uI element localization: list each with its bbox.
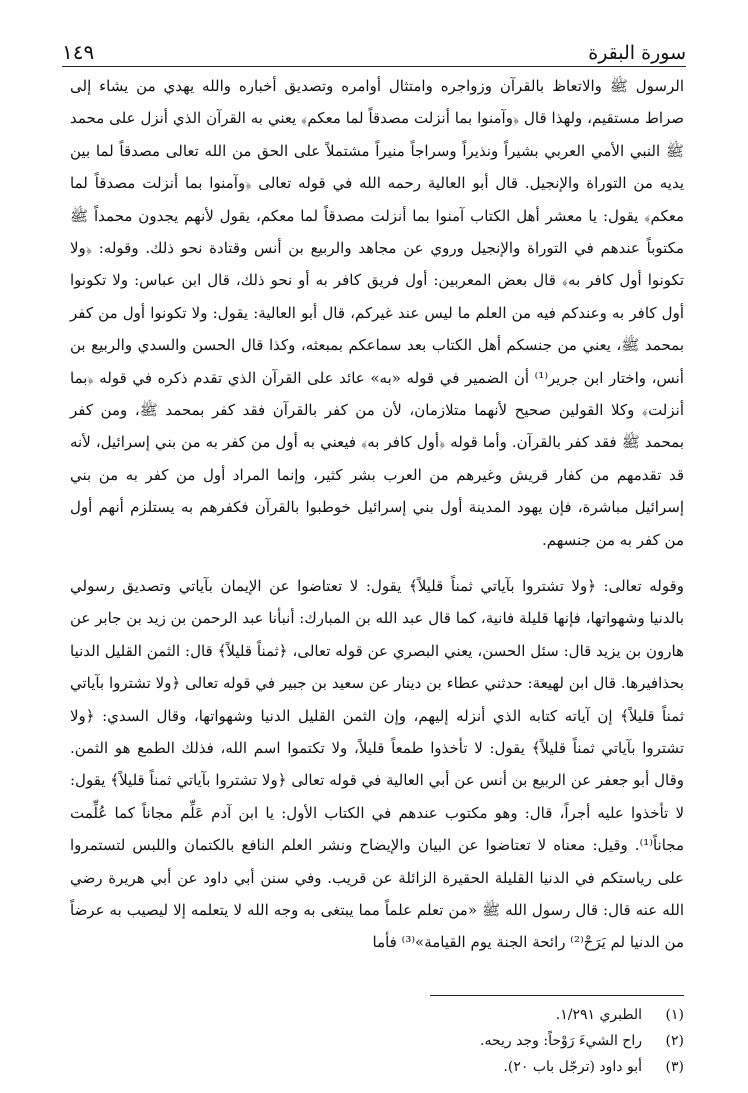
footnote	[70, 1002, 684, 1028]
paragraph-2: وقوله تعالى: ﴿ولا تشتروا بآياتي ثمناً قليلاً﴾ يقول: لا تعتاضوا عن الإيمان بآياتي وتصديق رسولي بالدنيا وشهواتها، فإنها قليلة فانية، كما قال عبد الله بن المبارك: أنبأنا عبد الرحمن بن زيد بن جابر عن هارون بن يزيد قال: سئل الحسن، يعني البصري عن قوله تعالى، ﴿ثمناً قليلاً﴾ قال: الثمن القليل الدنيا بحذافيرها. قال ابن لهيعة: حدثني عطاء بن دينار عن سعيد بن جبير في قوله تعالى ﴿ولا تشتروا بآياتي ثمناً قليلاً﴾ إن آياته كتابه الذي أنزله إليهم، وإن الثمن القليل الدنيا وشهواتها، وقال السدي: ﴿ولا تشتروا بآياتي ثمناً قليلاً﴾ يقول: لا تأخذوا طمعاً قليلاً، ولا تكتموا اسم الله، فذلك الطمع هو الثمن. وقال أبو جعفر عن الربيع بن أنس عن أبي العالية في قوله تعالى ﴿ولا تشتروا بآياتي ثمناً قليلاً﴾ يقول: لا تأخذوا عليه أجراً، قال: وهو مكتوب عندهم في الكتاب الأول: يا ابن آدم عَلِّم مجاناً كما عُلِّمت مجاناً⁽¹⁾. وقيل: معناه لا تعتاضوا عن البيان والإيضاح ونشر العلم النافع بالكتمان واللبس لتستمروا على رياستكم في الدنيا القليلة الحقيرة الزائلة عن قريب. وفي سنن أبي داود عن أبي هريرة رضي الله عنه قال: قال رسول الله ﷺ «من تعلم علماً مما يبتغى به وجه الله لا يتعلمه إلا ليصيب به عرضاً من الدنيا لم يَرَحْ⁽²⁾ رائحة الجنة يوم القيامة»⁽³⁾ فأما	[70, 577, 684, 952]
footnote-number: (١)	[665, 1007, 684, 1023]
footnote	[70, 1028, 684, 1054]
running-title: سورة البقرة	[588, 42, 686, 64]
footnote-text: الطبري ١/٢٩١.	[555, 1007, 642, 1023]
paragraph-1: الرسول ﷺ والاتعاظ بالقرآن وزواجره وامتثال أوامره وتصديق أخباره والله يهدي من يشاء إلى صراط مستقيم، ولهذا قال ﴿وآمنوا بما أنزلت مصدقاً لما معكم﴾ يعني به القرآن الذي أنزل على محمد ﷺ النبي الأمي العربي بشيراً ونذيراً وسراجاً منيراً مشتملاً على الحق من الله تعالى مصدقاً لما بين يديه من التوراة والإنجيل. قال أبو العالية رحمه الله في قوله تعالى ﴿وآمنوا بما أنزلت مصدقاً لما معكم﴾ يقول: يا معشر أهل الكتاب آمنوا بما أنزلت مصدقاً لما معكم، يقول لأنهم يجدون محمداً ﷺ مكتوباً عندهم في التوراة والإنجيل وروي عن مجاهد والربيع بن أنس وقتادة نحو ذلك. وقوله: ﴿ولا تكونوا أول كافر به﴾ قال بعض المعربين: أول فريق كافر به أو نحو ذلك، قال ابن عباس: ولا تكونوا أول كافر به وعندكم فيه من العلم ما ليس عند غيركم، قال أبو العالية: يقول: ولا تكونوا أول من كفر بمحمد ﷺ، يعني من جنسكم أهل الكتاب بعد سماعكم بمبعثه، وكذا قال الحسن والسدي والربيع بن أنس، واختار ابن جرير⁽¹⁾ أن الضمير في قوله «به» عائد على القرآن الذي تقدم ذكره في قوله ﴿بما أنزلت﴾ وكلا القولين صحيح لأنهما متلازمان، لأن من كفر بالقرآن فقد كفر بمحمد ﷺ، ومن كفر بمحمد ﷺ فقد كفر بالقرآن. وأما قوله ﴿أول كافر به﴾ فيعني به أول من كفر به من بني إسرائيل، لأنه قد تقدمهم من كفار قريش وغيرهم من العرب بشر كثير، وإنما المراد أول من كفر به من بني إسرائيل مباشرة، فإن يهود المدينة أول بني إسرائيل خوطبوا بالقرآن فكفرهم به يستلزم أنهم أول من كفر به من جنسهم.	[70, 77, 684, 549]
footnote-number: (٣)	[665, 1059, 684, 1075]
footnote-divider	[430, 995, 684, 996]
page-number: ١٤٩	[62, 40, 95, 64]
page-header	[62, 38, 686, 67]
footnote-number: (٢)	[665, 1033, 684, 1049]
footnote-text: أبو داود (ترجّل باب ٢٠).	[503, 1059, 642, 1075]
footnote	[70, 1054, 684, 1080]
footnote-text: راح الشيءَ رَوْحاً: وجد ريحه.	[480, 1033, 642, 1049]
footnotes	[70, 1002, 684, 1080]
